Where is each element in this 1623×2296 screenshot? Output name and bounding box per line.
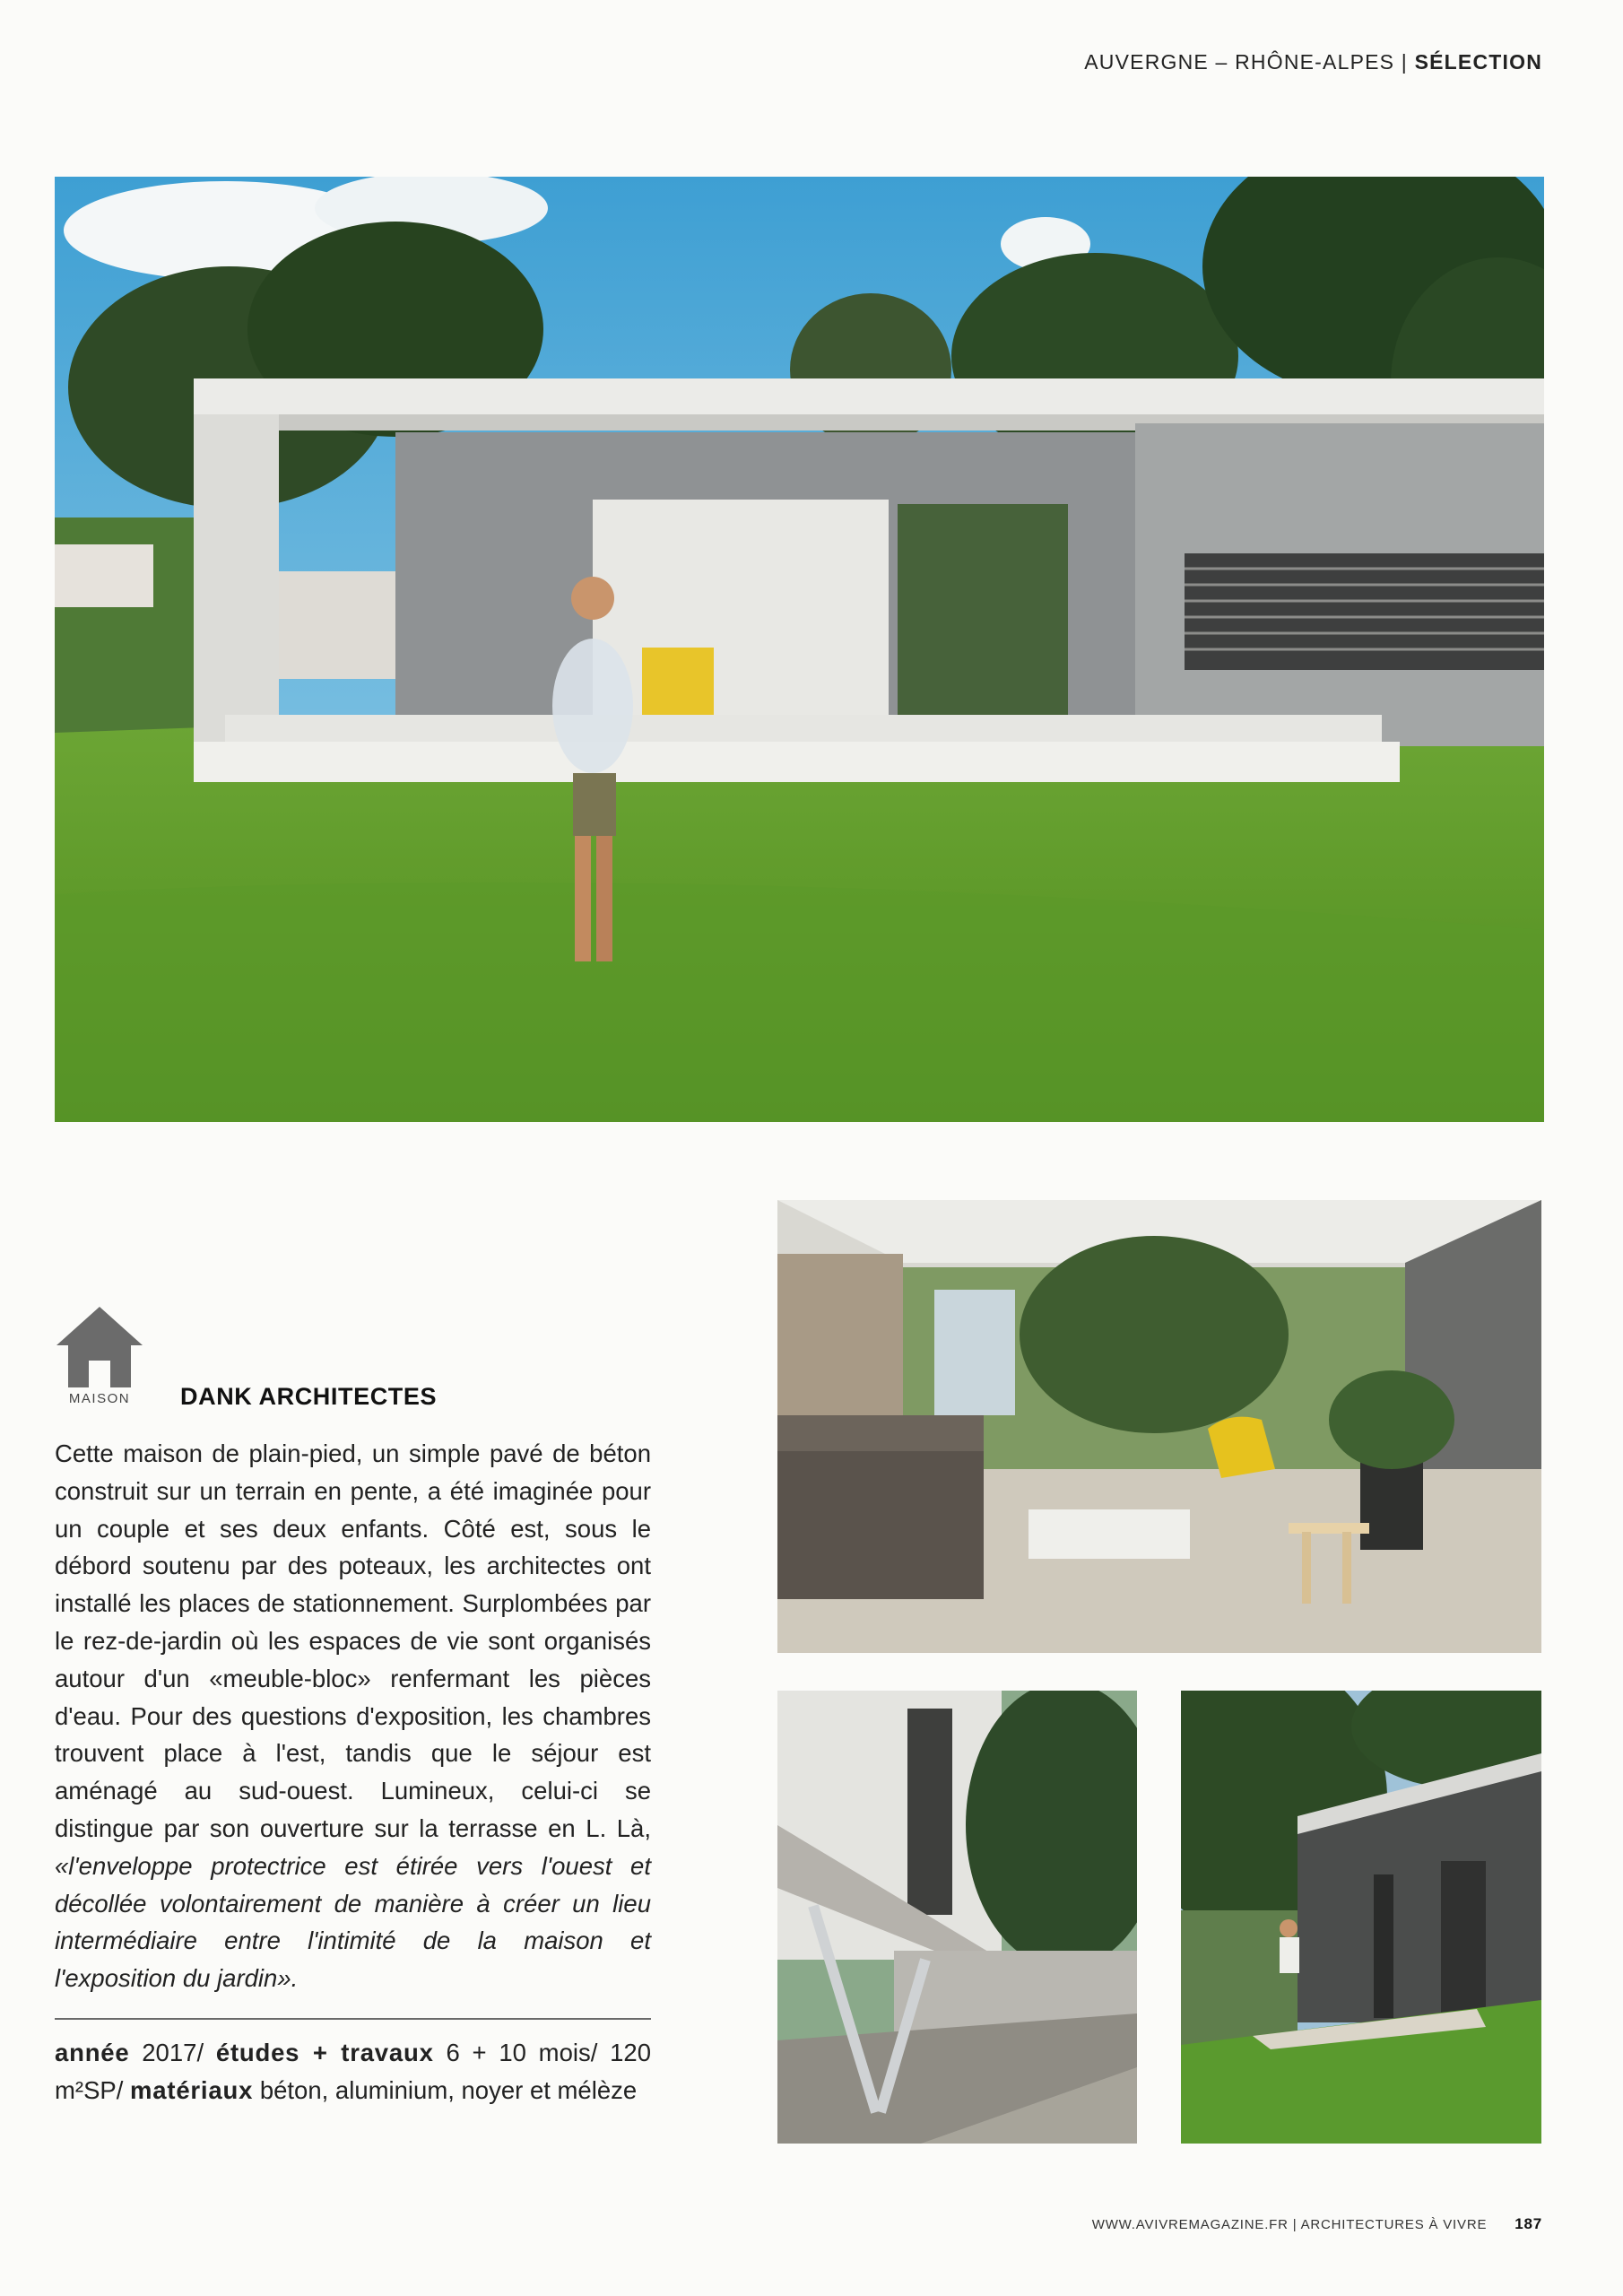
duration-value: 6 + 10 mois (446, 2039, 591, 2066)
header-separator: | (1401, 50, 1408, 74)
header-section: SÉLECTION (1414, 50, 1542, 74)
hero-photo (55, 177, 1544, 1122)
footer-site: WWW.AVIVREMAGAZINE.FR (1091, 2217, 1289, 2232)
materials-label: matériaux (130, 2075, 254, 2104)
article-quote: «l'enveloppe protectrice est étirée vers l'ouest et décollée volontairement de manière à créer un lieu intermédiaire entre l'intimité de la maison et l'exposition du jardin». (55, 1851, 651, 1993)
page-footer (1092, 2215, 1542, 2233)
architect-name: DANK ARCHITECTES (180, 1383, 438, 1410)
garden-photo (1181, 1691, 1541, 2144)
house-icon (55, 1305, 144, 1387)
project-facts (55, 2034, 651, 2109)
materials-value: béton, aluminium, noyer et mélèze (259, 2075, 638, 2104)
footer-magazine: ARCHITECTURES À VIVRE (1300, 2217, 1488, 2232)
footer-separator: | (1292, 2217, 1298, 2232)
header-region: AUVERGNE – RHÔNE-ALPES (1084, 50, 1395, 74)
fact-separator: / (196, 2039, 204, 2066)
category-label: MAISON (68, 1391, 131, 1406)
year-label: année (55, 2039, 130, 2066)
duration-label: études + travaux (215, 2039, 434, 2066)
interior-photo (777, 1200, 1541, 1653)
article-body (55, 1435, 651, 1997)
year-value: 2017 (142, 2039, 197, 2066)
fact-separator: / (590, 2039, 598, 2066)
running-header (1084, 50, 1542, 74)
page-number: 187 (1515, 2215, 1542, 2232)
divider (55, 2018, 651, 2020)
area-value: 120 m²SP (55, 2039, 652, 2104)
exterior-detail-photo (777, 1691, 1137, 2144)
article-text: Cette maison de plain-pied, un simple pavé de béton construit sur un terrain en pente, a été imaginée pour un couple et ses deux enfants. Côté est, sous le débord soutenu par des poteaux, les architectes ont installé les places de stationnement. Surplombées par le rez-de-jardin où les espaces de vie sont organisés autour d'un «meuble-bloc» renfermant les pièces d'eau. Pour des questions d'exposition, les chambres trouvent place à l'est, tandis que le séjour est aménagé au sud-ouest. Lumineux, celui-ci se distingue par son ouverture sur la terrasse en L. Là, (55, 1439, 651, 1842)
fact-separator: / (116, 2075, 124, 2104)
